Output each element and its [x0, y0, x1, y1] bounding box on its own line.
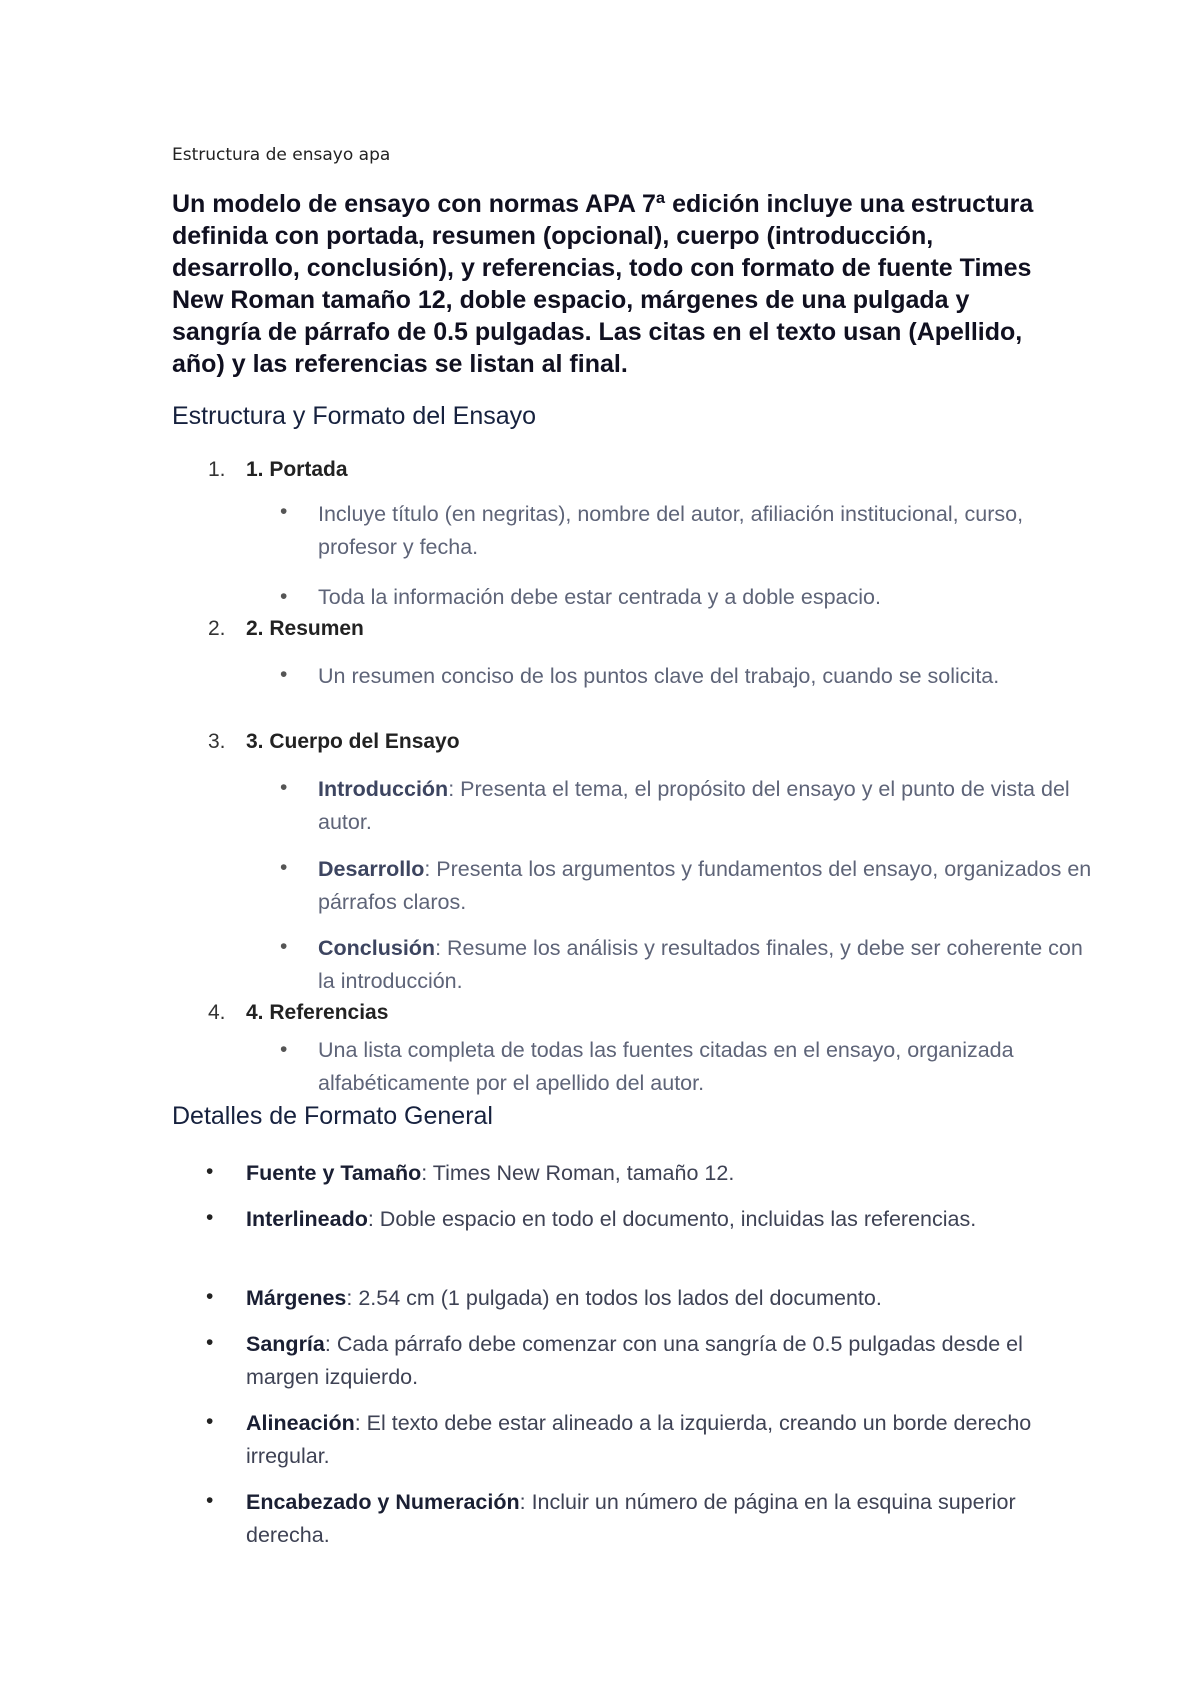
bullet-icon: • [280, 500, 288, 523]
list-item-text: Desarrollo: Presenta los argumentos y fundamentos del ensayo, organizados en párrafos claros. [318, 857, 1092, 914]
list-item-title: 2. Resumen [246, 617, 364, 640]
section-heading-format: Detalles de Formato General [172, 1102, 493, 1130]
list-item-text: Introducción: Presenta el tema, el propósito del ensayo y el punto de vista del autor. [318, 777, 1070, 834]
list-item-title: 1. Portada [246, 458, 348, 481]
list-item-text: Una lista completa de todas las fuentes citadas en el ensayo, organizada alfabéticamente por el apellido del autor. [318, 1038, 1014, 1095]
bullet-icon: • [280, 776, 288, 799]
intro-paragraph: Un modelo de ensayo con normas APA 7ª edición incluye una estructura definida con portada, resumen (opcional), cuerpo (introducción, desarrollo, conclusión), y referencias, todo con formato de fuente Times New Roman tamaño 12, doble espacio, márgenes de una pulgada y sangría de párrafo de 0.5 pulgadas. Las citas en el texto usan (Apellido, año) y las referencias se listan al final. [172, 190, 1034, 378]
format-item: Sangría: Cada párrafo debe comenzar con una sangría de 0.5 pulgadas desde el margen izquierdo. [246, 1332, 1023, 1389]
bullet-icon: • [280, 935, 288, 958]
bullet-icon: • [206, 1331, 214, 1354]
list-number: 4. [208, 1001, 226, 1024]
bullet-icon: • [280, 856, 288, 879]
list-item-text: Un resumen conciso de los puntos clave del trabajo, cuando se solicita. [318, 664, 1000, 688]
bullet-icon: • [206, 1206, 214, 1229]
list-item-text: Toda la información debe estar centrada y a doble espacio. [318, 585, 881, 609]
bullet-icon: • [206, 1160, 214, 1183]
list-number: 3. [208, 730, 226, 753]
list-item-title: 3. Cuerpo del Ensayo [246, 730, 460, 753]
format-item: Alineación: El texto debe estar alineado a la izquierda, creando un borde derecho irregular. [246, 1411, 1032, 1468]
bullet-icon: • [206, 1489, 214, 1512]
bullet-icon: • [206, 1285, 214, 1308]
section-heading-structure: Estructura y Formato del Ensayo [172, 402, 537, 430]
document-title: Estructura de ensayo apa [172, 145, 391, 165]
format-item: Fuente y Tamaño: Times New Roman, tamaño 12. [246, 1161, 735, 1185]
list-number: 2. [208, 617, 226, 640]
bullet-icon: • [280, 585, 288, 608]
format-item: Márgenes: 2.54 cm (1 pulgada) en todos los lados del documento. [246, 1286, 882, 1310]
list-item-title: 4. Referencias [246, 1001, 389, 1024]
list-number: 1. [208, 458, 226, 481]
list-item-text: Incluye título (en negritas), nombre del autor, afiliación institucional, curso, profesor y fecha. [318, 502, 1024, 559]
format-item: Encabezado y Numeración: Incluir un número de página en la esquina superior derecha. [246, 1490, 1016, 1547]
format-item: Interlineado: Doble espacio en todo el documento, incluidas las referencias. [246, 1207, 977, 1231]
bullet-icon: • [206, 1410, 214, 1433]
bullet-icon: • [280, 1038, 288, 1061]
bullet-icon: • [280, 663, 288, 686]
list-item-text: Conclusión: Resume los análisis y resultados finales, y debe ser coherente con la introducción. [318, 936, 1083, 993]
